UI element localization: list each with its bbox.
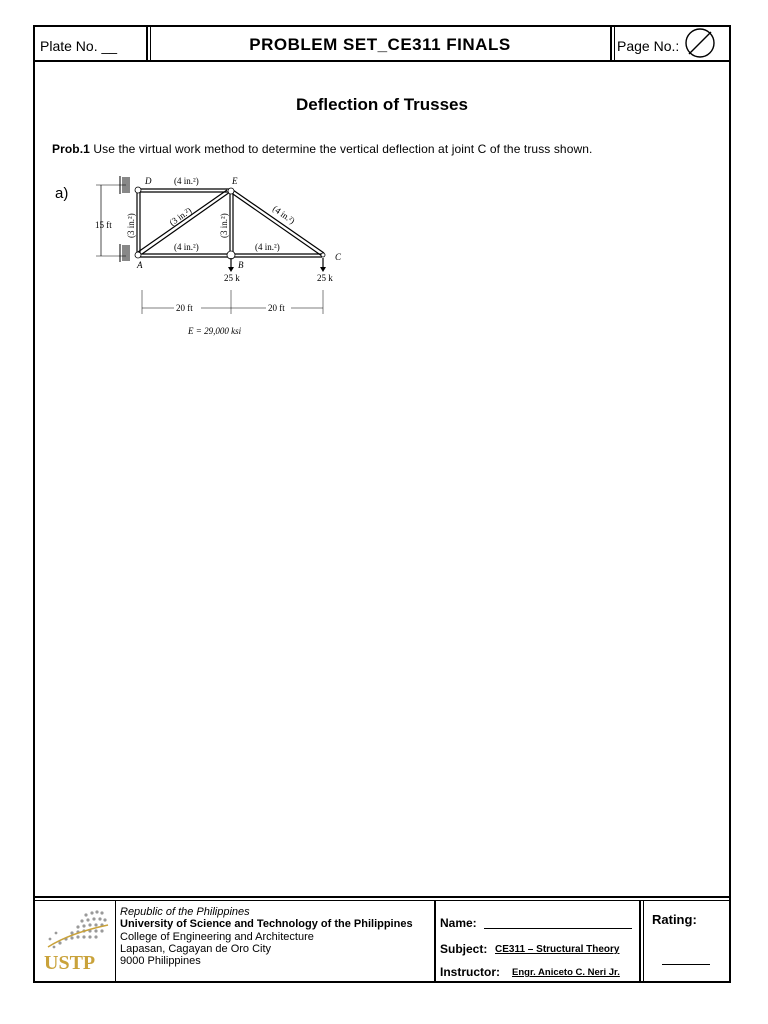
footer-divider-rating-2 [643,900,644,983]
member-label-ec: (4 in.²) [270,203,297,226]
null-circle-icon [683,26,717,60]
problem-text: Use the virtual work method to determine the vertical deflection at joint C of the truss shown. [89,142,593,156]
support-a [122,245,130,261]
page-title: PROBLEM SET_CE311 FINALS [249,35,511,54]
logo-text: USTP [44,952,96,974]
footer-republic: Republic of the Philippines [120,906,250,918]
joint-b [227,251,235,259]
load-label-c: 25 k [317,273,333,283]
problem-label: Prob.1 [52,142,90,156]
joint-a [135,252,141,258]
page-frame [33,25,731,983]
member-label-ad: (3 in.²) [126,213,136,238]
instructor-label: Instructor: [440,965,500,979]
joint-c [321,253,325,257]
member-label-de: (4 in.²) [174,176,199,186]
span-label-2: 20 ft [268,303,285,313]
part-label: a) [55,185,69,202]
joint-d [135,187,141,193]
footer-divider-logo [115,900,116,983]
member-label-ae: (3 in.²) [167,205,194,228]
footer-university: University of Science and Technology of the Philippines [120,918,413,930]
member-label-bc: (4 in.²) [255,242,280,252]
rating-field[interactable] [662,964,710,966]
span-label-1: 20 ft [176,303,193,313]
header-bottom-rule [33,60,731,62]
load-label-b: 25 k [224,273,240,283]
instructor-value: Engr. Aniceto C. Neri Jr. [512,967,620,978]
joint-label-a: A [137,260,143,270]
joint-label-b: B [238,260,244,270]
truss-figure [90,172,360,344]
joint-label-d: D [145,176,152,186]
section-heading: Deflection of Trusses [296,95,468,114]
footer-top-rule [33,896,731,898]
plate-number-label: Plate No. __ [40,38,118,54]
footer-country: 9000 Philippines [120,955,201,967]
header-divider-left [146,25,148,61]
joint-label-e: E [232,176,238,186]
footer-divider-name [434,900,436,983]
name-field[interactable] [484,928,632,930]
height-label: 15 ft [95,220,112,230]
rating-label: Rating: [652,912,697,927]
footer-college: College of Engineering and Architecture [120,931,314,943]
footer-address: Lapasan, Cagayan de Oro City [120,943,272,955]
problem-statement [52,142,592,156]
ustp-logo [42,903,112,975]
header-divider-right-2 [614,25,615,61]
header-divider-right [610,25,612,61]
subject-label: Subject: [440,942,488,956]
joint-label-c: C [335,252,342,262]
subject-value: CE311 – Structural Theory [495,944,620,955]
footer-divider-rating [639,900,641,983]
modulus-label: E = 29,000 ksi [188,326,242,336]
member-label-ab: (4 in.²) [174,242,199,252]
name-label: Name: [440,916,477,930]
joint-e [228,188,234,194]
footer-top-rule-2 [33,900,731,901]
member-label-be: (3 in.²) [219,213,229,238]
page-number-label: Page No.: [617,38,680,54]
